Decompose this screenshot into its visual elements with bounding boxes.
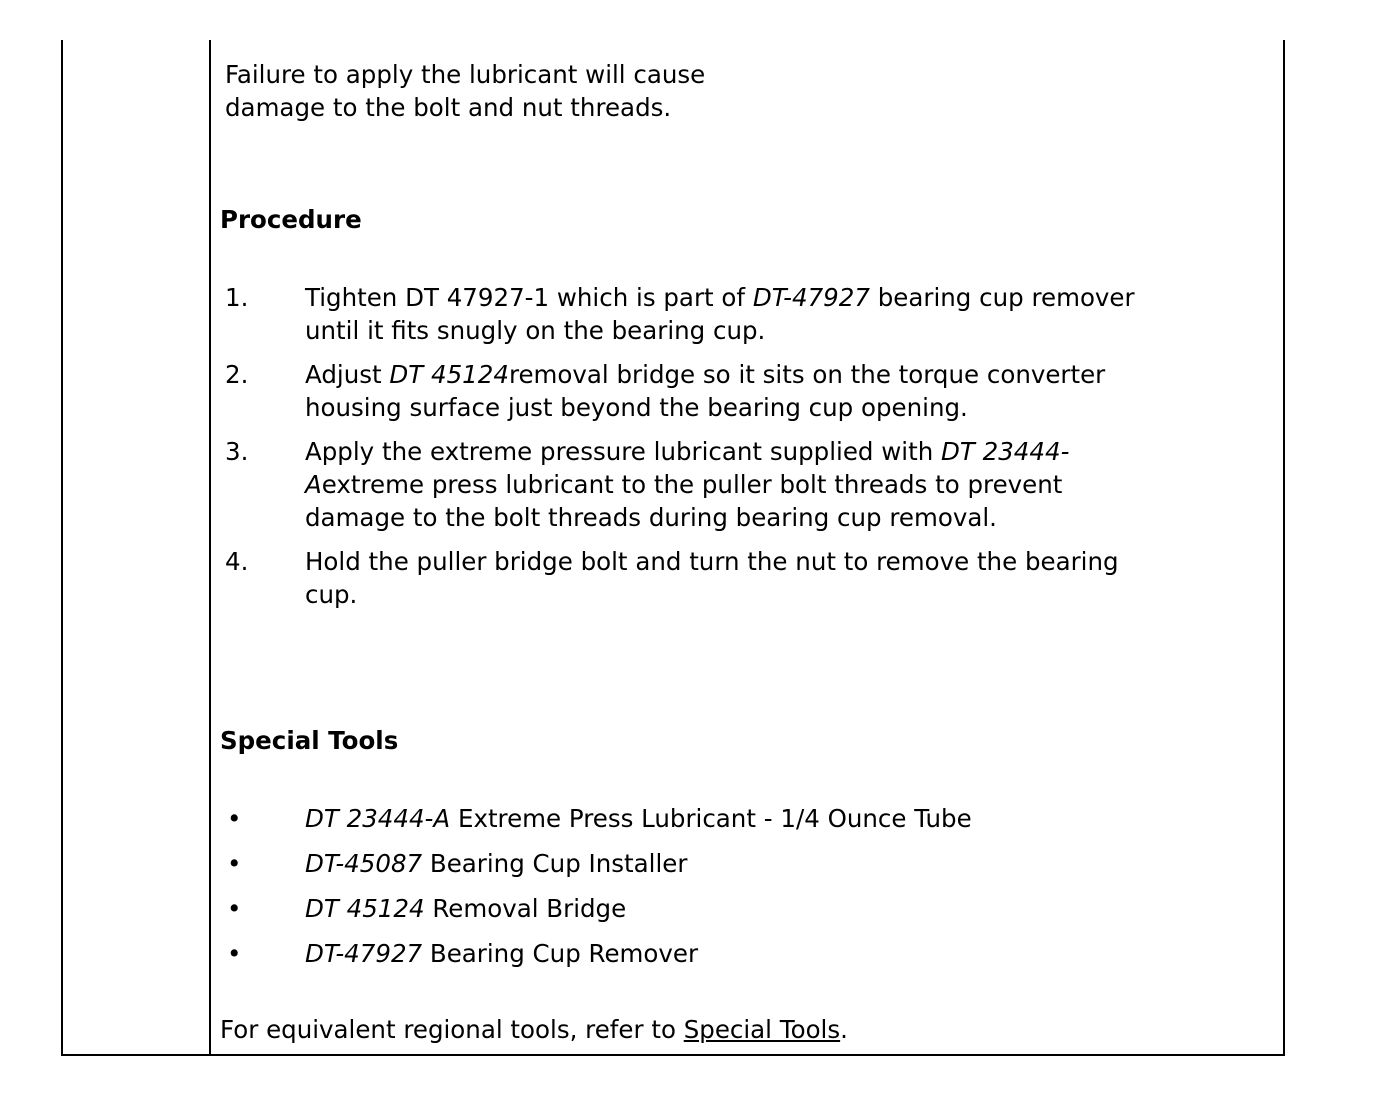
step-number: 3. bbox=[225, 437, 249, 466]
special-tools-link[interactable]: Special Tools bbox=[683, 1015, 841, 1044]
step-text: Tighten DT 47927-1 which is part of bbox=[305, 283, 753, 312]
document-table-frame bbox=[61, 40, 1285, 1056]
tool-item bbox=[225, 937, 1185, 970]
column-divider bbox=[209, 40, 211, 1054]
step-number: 2. bbox=[225, 360, 249, 389]
bullet-icon: • bbox=[227, 894, 242, 923]
step-number: 4. bbox=[225, 547, 249, 576]
tool-code: DT 45124 bbox=[305, 894, 425, 923]
lubricant-note bbox=[225, 58, 845, 124]
note-line-1: Failure to apply the lubricant will cause bbox=[225, 60, 706, 89]
tool-code: DT-47927 bbox=[305, 939, 423, 968]
step-text: removal bridge so it sits on the torque converter housing surface just beyond the bearing cup opening. bbox=[305, 360, 1106, 422]
step-text: Hold the puller bridge bolt and turn the nut to remove the bearing cup. bbox=[305, 547, 1119, 609]
step-text: bearing cup remover until it fits snugly on the bearing cup. bbox=[305, 283, 1135, 345]
tool-reference: DT 23444-A bbox=[305, 437, 1070, 499]
tool-description: Bearing Cup Remover bbox=[422, 939, 699, 968]
tool-description: Bearing Cup Installer bbox=[422, 849, 688, 878]
procedure-steps bbox=[225, 281, 1185, 622]
tool-item bbox=[225, 802, 1185, 835]
tool-code: DT-45087 bbox=[305, 849, 423, 878]
step-text: Adjust bbox=[305, 360, 390, 389]
special-tools-heading: Special Tools bbox=[220, 726, 399, 755]
procedure-step-3 bbox=[225, 435, 1165, 534]
bullet-icon: • bbox=[227, 939, 242, 968]
footer-text: For equivalent regional tools, refer to bbox=[220, 1015, 684, 1044]
tool-description: Removal Bridge bbox=[424, 894, 627, 923]
tool-code: DT 23444-A bbox=[305, 804, 451, 833]
tool-item bbox=[225, 892, 1185, 925]
bullet-icon: • bbox=[227, 804, 242, 833]
tool-reference: DT 45124 bbox=[389, 360, 509, 389]
step-text: Apply the extreme pressure lubricant supplied with bbox=[305, 437, 942, 466]
tool-reference: DT-47927 bbox=[752, 283, 870, 312]
special-tools-list bbox=[225, 802, 1185, 982]
tool-description: Extreme Press Lubricant - 1/4 Ounce Tube bbox=[450, 804, 972, 833]
bullet-icon: • bbox=[227, 849, 242, 878]
step-number: 1. bbox=[225, 283, 249, 312]
procedure-step-2 bbox=[225, 358, 1165, 424]
footer-suffix: . bbox=[840, 1015, 848, 1044]
procedure-heading: Procedure bbox=[220, 205, 362, 234]
step-text: extreme press lubricant to the puller bolt threads to prevent damage to the bolt threads during bearing cup removal. bbox=[305, 470, 1063, 532]
procedure-step-4 bbox=[225, 545, 1165, 611]
note-line-2: damage to the bolt and nut threads. bbox=[225, 93, 672, 122]
tool-item bbox=[225, 847, 1185, 880]
regional-tools-footer bbox=[220, 1013, 848, 1046]
procedure-step-1 bbox=[225, 281, 1165, 347]
